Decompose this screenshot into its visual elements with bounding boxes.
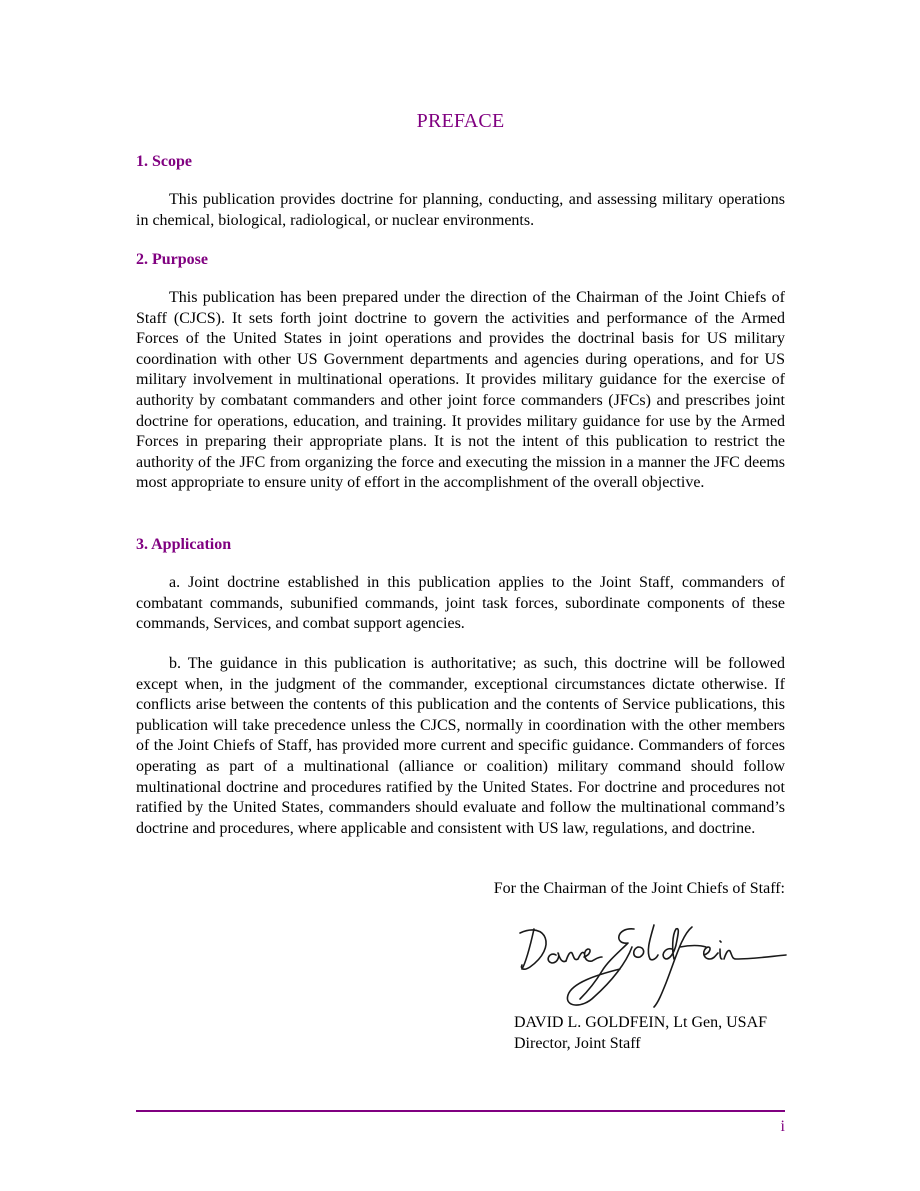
- section-heading-purpose: 2. Purpose: [136, 251, 208, 268]
- application-paragraph-a: a. Joint doctrine established in this publication applies to the Joint Staff, commanders of combatant commands, subunified commands, joint task forces, subordinate components of these commands, Services, and combat support agencies.: [136, 574, 785, 633]
- closing-line: For the Chairman of the Joint Chiefs of Staff:: [493, 880, 785, 897]
- signature-block: [514, 1012, 767, 1054]
- handwritten-signature: [516, 917, 788, 1009]
- page-title: PREFACE: [416, 110, 505, 132]
- signatory-name: DAVID L. GOLDFEIN, Lt Gen, USAF: [514, 1014, 768, 1031]
- section-heading-application: 3. Application: [136, 536, 232, 553]
- scope-paragraph: This publication provides doctrine for planning, conducting, and assessing military operations in chemical, biological, radiological, or nuclear environments.: [136, 191, 785, 229]
- section-heading-scope: 1. Scope: [136, 153, 192, 170]
- page-number: i: [780, 1118, 785, 1135]
- application-paragraph-b: b. The guidance in this publication is authoritative; as such, this doctrine will be followed except when, in the judgment of the commander, exceptional circumstances dictate otherwise. If conflicts arise between the contents of this publication and the contents of Service publications, this publication will take precedence unless the CJCS, normally in coordination with the other members of the Joint Chiefs of Staff, has provided more current and specific guidance. Commanders of forces operating as part of a multinational (alliance or coalition) military command should follow multinational doctrine and procedures ratified by the United States. For doctrine and procedures not ratified by the United States, commanders should evaluate and follow the multinational command’s doctrine and procedures, where applicable and consistent with US law, regulations, and doctrine.: [136, 655, 785, 837]
- footer-divider: [136, 1110, 785, 1112]
- signatory-title: Director, Joint Staff: [514, 1035, 641, 1052]
- purpose-paragraph: This publication has been prepared under the direction of the Chairman of the Joint Chiefs of Staff (CJCS). It sets forth joint doctrine to govern the activities and performance of the Armed Forces of the United States in joint operations and provides the doctrinal basis for US military coordination with other US Government departments and agencies during operations, and for US military involvement in multinational operations. It provides military guidance for the exercise of authority by combatant commanders and other joint force commanders (JFCs) and prescribes joint doctrine for operations, education, and training. It provides military guidance for use by the Armed Forces in preparing their appropriate plans. It is not the intent of this publication to restrict the authority of the JFC from organizing the force and executing the mission in a manner the JFC deems most appropriate to ensure unity of effort in the accomplishment of the overall objective.: [136, 289, 785, 492]
